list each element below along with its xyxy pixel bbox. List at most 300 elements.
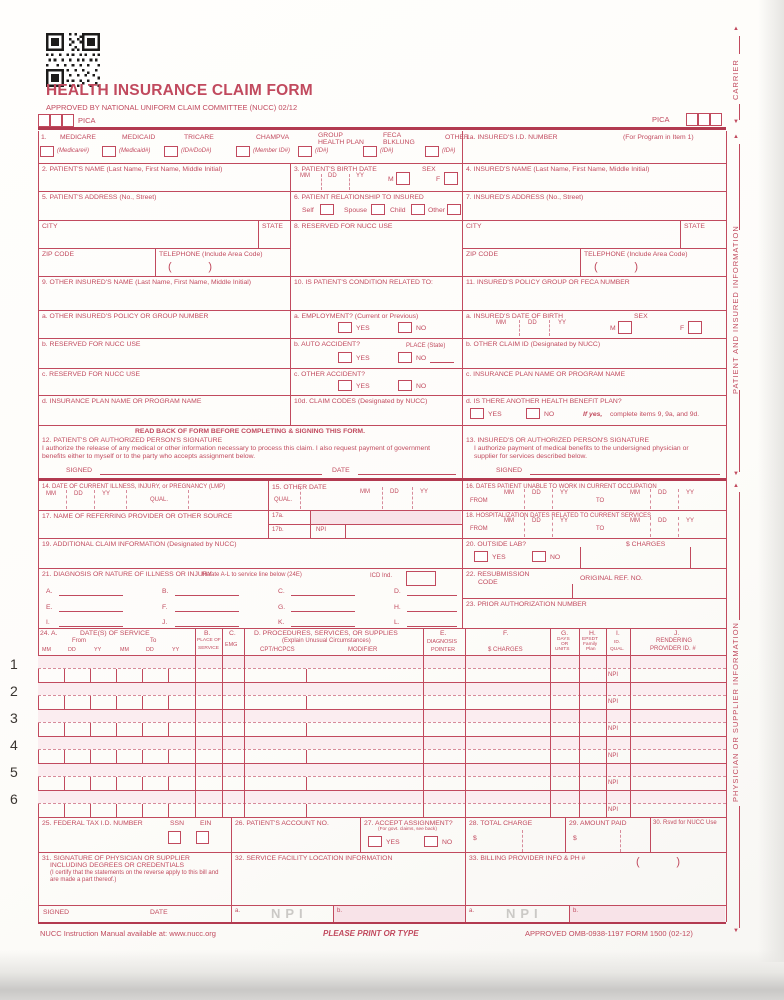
field-10d-label: 10d. CLAIM CODES (Designated by NUCC) bbox=[294, 398, 428, 405]
col-provider-label: PROVIDER ID. # bbox=[650, 646, 696, 652]
col-cpt-label: CPT/HCPCS bbox=[260, 647, 295, 653]
medicaid-checkbox[interactable] bbox=[102, 146, 116, 157]
grid-line bbox=[550, 628, 551, 818]
field-4-label: 4. INSURED'S NAME (Last Name, First Name, Middle Initial) bbox=[466, 166, 650, 173]
field-10-label: 10. IS PATIENT'S CONDITION RELATED TO: bbox=[294, 279, 433, 286]
pica-checkbox[interactable] bbox=[62, 114, 74, 127]
grid-line bbox=[268, 524, 462, 525]
yes-label: YES bbox=[356, 325, 370, 332]
mm-label: MM bbox=[630, 490, 640, 496]
mm-label: MM bbox=[120, 647, 129, 653]
from-label: FROM bbox=[470, 498, 488, 504]
field-22-label: 22. RESUBMISSION bbox=[466, 571, 530, 578]
grid-line bbox=[465, 628, 466, 818]
npi-label: NPI bbox=[608, 807, 619, 813]
place-state-label: PLACE (State) bbox=[406, 343, 446, 349]
pica-checkbox[interactable] bbox=[710, 113, 722, 126]
spouse-label: Spouse bbox=[344, 207, 368, 214]
field-9d-label: d. INSURANCE PLAN NAME OR PROGRAM NAME bbox=[42, 398, 202, 405]
child-checkbox[interactable] bbox=[411, 204, 425, 215]
grid-line bbox=[306, 750, 307, 763]
field-17b-label: 17b. bbox=[272, 527, 284, 533]
mm-label: MM bbox=[496, 320, 506, 326]
yy-label: YY bbox=[420, 489, 429, 495]
grid-line bbox=[64, 669, 65, 682]
mm-label: MM bbox=[360, 489, 370, 495]
col-explain-label: (Explain Unusual Circumstances) bbox=[282, 638, 371, 644]
form-title: HEALTH INSURANCE CLAIM FORM bbox=[46, 82, 313, 99]
to-label: TO bbox=[596, 498, 605, 504]
col-qual-label: QUAL. bbox=[610, 647, 625, 652]
male-checkbox[interactable] bbox=[396, 172, 410, 185]
field-1a-note: (For Program in Item 1) bbox=[623, 134, 694, 141]
employment-yes-checkbox[interactable] bbox=[338, 322, 352, 333]
grid-line bbox=[142, 669, 143, 682]
ein-label: EIN bbox=[200, 820, 212, 827]
arrow-down-icon: ▼ bbox=[733, 119, 739, 125]
from-label: FROM bbox=[470, 526, 488, 532]
field-17a-shaded-entry[interactable] bbox=[311, 511, 461, 524]
date-tick bbox=[382, 487, 383, 509]
service-line-shaded-row[interactable] bbox=[38, 656, 726, 668]
yy-label: YY bbox=[102, 491, 111, 497]
arrow-up-icon: ▲ bbox=[733, 483, 739, 489]
other-accident-yes-checkbox[interactable] bbox=[338, 380, 352, 391]
grid-line bbox=[90, 696, 91, 709]
patient-insured-margin-label: PATIENT AND INSURED INFORMATION bbox=[731, 225, 740, 395]
service-line-shaded-row[interactable] bbox=[38, 710, 726, 722]
grid-line bbox=[142, 696, 143, 709]
field-31-note: (I certify that the statements on the reverse apply to this bill and are made a part thereof.) bbox=[50, 870, 219, 883]
charges-label: $ CHARGES bbox=[626, 541, 666, 548]
other-payer-label: OTHER bbox=[445, 134, 469, 141]
ein-checkbox[interactable] bbox=[196, 831, 209, 844]
diagnosis-entry[interactable] bbox=[59, 619, 123, 627]
feca-label2: BLKLUNG bbox=[383, 139, 415, 146]
outside-lab-no-checkbox[interactable] bbox=[532, 551, 546, 562]
col-g-label: G. bbox=[561, 630, 569, 637]
no-label: NO bbox=[416, 325, 427, 332]
no-label: NO bbox=[416, 355, 427, 362]
insured-female-checkbox[interactable] bbox=[688, 321, 702, 334]
service-line-number: 4 bbox=[10, 737, 18, 753]
field-5-label: 5. PATIENT'S ADDRESS (No., Street) bbox=[42, 194, 157, 201]
diagnosis-entry[interactable] bbox=[59, 588, 123, 596]
patient-city-field[interactable] bbox=[38, 220, 258, 248]
state-label: STATE bbox=[262, 223, 283, 230]
grid-line bbox=[630, 628, 631, 818]
other-rel-label: Other bbox=[428, 207, 445, 214]
grid-line bbox=[168, 723, 169, 736]
grid-line bbox=[90, 669, 91, 682]
other-accident-no-checkbox[interactable] bbox=[398, 380, 412, 391]
date-tick bbox=[522, 830, 523, 852]
yes-label: YES bbox=[386, 839, 400, 846]
diagnosis-letter: J. bbox=[162, 619, 168, 626]
patient-signature-line[interactable] bbox=[100, 467, 322, 475]
self-label: Self bbox=[302, 207, 314, 214]
assignment-no-checkbox[interactable] bbox=[424, 836, 438, 847]
field-22-code-label: CODE bbox=[478, 579, 498, 586]
grid-line bbox=[572, 584, 573, 598]
diagnosis-entry[interactable] bbox=[175, 619, 239, 627]
insured-city-field[interactable] bbox=[462, 220, 680, 248]
grid-line bbox=[142, 777, 143, 790]
field-10a-label: a. EMPLOYMENT? (Current or Previous) bbox=[294, 313, 419, 320]
tricare-checkbox[interactable] bbox=[164, 146, 178, 157]
col-e-label: E. bbox=[440, 630, 447, 637]
grid-line bbox=[306, 777, 307, 790]
col-epsdt-label: EPSDT bbox=[582, 637, 598, 642]
other-plan-no-checkbox[interactable] bbox=[526, 408, 540, 419]
other-rel-checkbox[interactable] bbox=[447, 204, 461, 215]
diagnosis-entry[interactable] bbox=[291, 619, 355, 627]
field-12-body: I authorize the release of any medical or other information necessary to process this claim. I also request payment of government benefits either to myself or to the party who accepts assignment below. bbox=[42, 445, 430, 460]
dd-label: DD bbox=[68, 647, 76, 653]
qual-label: QUAL. bbox=[274, 497, 293, 503]
diagnosis-entry[interactable] bbox=[291, 604, 355, 612]
yy-label: YY bbox=[686, 490, 695, 496]
form-right-edge bbox=[726, 131, 727, 922]
grid-line bbox=[116, 669, 117, 682]
col-rendering-label: RENDERING bbox=[656, 638, 693, 644]
patient-signature-date-line[interactable] bbox=[358, 467, 456, 475]
grid-line bbox=[142, 804, 143, 817]
field-33b-label: b. bbox=[573, 908, 579, 914]
field-10b-label: b. AUTO ACCIDENT? bbox=[294, 341, 360, 348]
form-approved-line: APPROVED BY NATIONAL UNIFORM CLAIM COMMITTEE (NUCC) 02/12 bbox=[46, 103, 298, 112]
field-8-label: 8. RESERVED FOR NUCC USE bbox=[294, 223, 393, 230]
place-state-entry[interactable] bbox=[430, 352, 454, 363]
grid-line bbox=[606, 628, 607, 818]
grid-line bbox=[222, 628, 223, 818]
margin-stem bbox=[739, 492, 740, 620]
date-tick bbox=[300, 487, 301, 509]
signed-label: SIGNED bbox=[43, 909, 70, 916]
dd-label: DD bbox=[532, 490, 541, 496]
male-label: M bbox=[610, 325, 616, 332]
medicare-sub: (Medicare#) bbox=[57, 148, 90, 154]
field-26-label: 26. PATIENT'S ACCOUNT NO. bbox=[235, 820, 329, 827]
field-9a-label: a. OTHER INSURED'S POLICY OR GROUP NUMBER bbox=[42, 313, 209, 320]
grid-line bbox=[38, 628, 726, 629]
tricare-sub: (ID#/DoD#) bbox=[181, 148, 212, 154]
grid-line bbox=[64, 777, 65, 790]
grid-line bbox=[244, 628, 245, 818]
field-14-label: 14. DATE OF CURRENT ILLNESS, INJURY, or PREGNANCY (LMP) bbox=[42, 484, 226, 490]
margin-stem bbox=[739, 144, 740, 230]
date-tick bbox=[126, 490, 127, 509]
field-33-label: 33. BILLING PROVIDER INFO & PH # bbox=[469, 855, 586, 862]
grid-line bbox=[116, 696, 117, 709]
field-21-label: 21. DIAGNOSIS OR NATURE OF ILLNESS OR INJURY bbox=[42, 571, 213, 578]
employment-no-checkbox[interactable] bbox=[398, 322, 412, 333]
signed-label: SIGNED bbox=[496, 467, 523, 474]
margin-stem bbox=[739, 36, 740, 54]
npi-watermark: NPI bbox=[271, 906, 308, 921]
phone-label: TELEPHONE (Include Area Code) bbox=[159, 251, 263, 258]
ssn-label: SSN bbox=[170, 820, 184, 827]
date-tick bbox=[549, 320, 550, 336]
pica-checkbox[interactable] bbox=[698, 113, 710, 126]
field-11c-label: c. INSURANCE PLAN NAME OR PROGRAM NAME bbox=[466, 371, 625, 378]
section-divider-bar bbox=[38, 127, 726, 130]
field-11-label: 11. INSURED'S POLICY GROUP OR FECA NUMBER bbox=[466, 279, 630, 286]
service-line-number: 3 bbox=[10, 710, 18, 726]
insured-male-checkbox[interactable] bbox=[618, 321, 632, 334]
service-line-shaded-row[interactable] bbox=[38, 764, 726, 776]
yy-label: YY bbox=[172, 647, 180, 653]
diagnosis-entry[interactable] bbox=[407, 588, 457, 596]
state-label: STATE bbox=[684, 223, 705, 230]
footer-omb-approval: APPROVED OMB-0938-1197 FORM 1500 (02-12) bbox=[525, 929, 693, 938]
npi-label: NPI bbox=[608, 780, 619, 786]
insured-signature-line[interactable] bbox=[530, 467, 720, 475]
arrow-down-icon: ▼ bbox=[733, 471, 739, 477]
other-plan-yes-checkbox[interactable] bbox=[470, 408, 484, 419]
feca-sub: (ID#) bbox=[380, 148, 394, 154]
field-9c-label: c. RESERVED FOR NUCC USE bbox=[42, 371, 141, 378]
group-health-plan-checkbox[interactable] bbox=[298, 146, 312, 157]
col-j-label: J. bbox=[674, 630, 680, 637]
diagnosis-letter: H. bbox=[394, 604, 401, 611]
no-label: NO bbox=[550, 554, 561, 561]
icd-ind-label: ICD Ind. bbox=[370, 573, 393, 579]
page-edge-shadow bbox=[0, 950, 784, 1000]
col-family-label: Family bbox=[583, 642, 598, 647]
pica-checkbox[interactable] bbox=[50, 114, 62, 127]
phone-label: TELEPHONE (Include Area Code) bbox=[584, 251, 688, 258]
group-health-plan-label: GROUP bbox=[318, 132, 343, 139]
sex-label: SEX bbox=[422, 166, 436, 173]
yes-label: YES bbox=[356, 383, 370, 390]
col-days-label: DAYS bbox=[557, 637, 570, 642]
field-27-label: 27. ACCEPT ASSIGNMENT? bbox=[364, 820, 453, 827]
dd-label: DD bbox=[532, 518, 541, 524]
tricare-label: TRICARE bbox=[184, 134, 214, 141]
col-pointer-label: POINTER bbox=[431, 647, 455, 653]
field-17a-label: 17a. bbox=[272, 513, 284, 519]
col-i-label: I. bbox=[616, 630, 620, 637]
grid-line bbox=[306, 723, 307, 736]
city-label: CITY bbox=[466, 223, 482, 230]
field-11b-label: b. OTHER CLAIM ID (Designated by NUCC) bbox=[466, 341, 601, 348]
diagnosis-entry[interactable] bbox=[407, 604, 457, 612]
other-payer-checkbox[interactable] bbox=[425, 146, 439, 157]
margin-stem bbox=[739, 390, 740, 472]
col-diagnosis-label: DIAGNOSIS bbox=[427, 639, 457, 645]
diagnosis-letter: C. bbox=[278, 588, 285, 595]
field-2-label: 2. PATIENT'S NAME (Last Name, First Name, Middle Initial) bbox=[42, 166, 223, 173]
physician-supplier-margin-label: PHYSICIAN OR SUPPLIER INFORMATION bbox=[731, 622, 740, 802]
field-6-label: 6. PATIENT RELATIONSHIP TO INSURED bbox=[294, 194, 424, 201]
diagnosis-letter: A. bbox=[46, 588, 53, 595]
col-id-label: ID. bbox=[614, 640, 621, 645]
zip-label: ZIP CODE bbox=[42, 251, 74, 258]
col-f-label: F. bbox=[503, 630, 509, 637]
col-dates-label: DATE(S) OF SERVICE bbox=[80, 630, 150, 637]
npi-label: NPI bbox=[608, 672, 619, 678]
grid-line bbox=[90, 723, 91, 736]
grid-line bbox=[580, 547, 581, 568]
field-18-label: 18. HOSPITALIZATION DATES RELATED TO CURRENT SERVICES bbox=[466, 513, 652, 519]
if-yes-label: If yes, bbox=[583, 411, 603, 418]
grid-line bbox=[168, 696, 169, 709]
feca-checkbox[interactable] bbox=[363, 146, 377, 157]
date-tick bbox=[519, 320, 520, 336]
group-health-plan-sub: (ID#) bbox=[315, 148, 329, 154]
auto-accident-yes-checkbox[interactable] bbox=[338, 352, 352, 363]
field-32b-shaded-entry[interactable] bbox=[334, 906, 465, 922]
date-tick bbox=[650, 517, 651, 537]
field-33b-shaded-entry[interactable] bbox=[570, 906, 725, 922]
form-bottom-bar bbox=[38, 922, 726, 924]
auto-accident-no-checkbox[interactable] bbox=[398, 352, 412, 363]
grid-line bbox=[64, 750, 65, 763]
yy-label: YY bbox=[558, 320, 567, 326]
yy-label: YY bbox=[356, 173, 365, 179]
grid-line bbox=[569, 905, 570, 922]
mm-label: MM bbox=[504, 490, 514, 496]
dd-label: DD bbox=[328, 173, 337, 179]
champva-label: CHAMPVA bbox=[256, 134, 290, 141]
grid-line bbox=[306, 669, 307, 682]
field-30-label: 30. Rsvd for NUCC Use bbox=[653, 820, 717, 826]
diagnosis-entry[interactable] bbox=[175, 588, 239, 596]
date-tick bbox=[188, 490, 189, 509]
date-tick bbox=[524, 517, 525, 537]
col-charges-label: $ CHARGES bbox=[488, 647, 523, 653]
service-line-number: 1 bbox=[10, 656, 18, 672]
field-31-label2: INCLUDING DEGREES OR CREDENTIALS bbox=[50, 862, 185, 869]
dd-label: DD bbox=[658, 518, 667, 524]
pica-label-right: PICA bbox=[652, 115, 670, 124]
col-d-label: D. PROCEDURES, SERVICES, OR SUPPLIES bbox=[254, 630, 398, 637]
diagnosis-letter: D. bbox=[394, 588, 401, 595]
field-11a-label: a. INSURED'S DATE OF BIRTH bbox=[466, 313, 563, 320]
footer-nucc-manual: NUCC Instruction Manual available at: www.nucc.org bbox=[40, 929, 216, 938]
diagnosis-entry[interactable] bbox=[59, 604, 123, 612]
medicare-checkbox[interactable] bbox=[40, 146, 54, 157]
dd-label: DD bbox=[146, 647, 154, 653]
female-checkbox[interactable] bbox=[444, 172, 458, 185]
no-label: NO bbox=[442, 839, 453, 846]
npi-label: NPI bbox=[316, 527, 327, 533]
group-health-plan-label2: HEALTH PLAN bbox=[318, 139, 364, 146]
npi-label: NPI bbox=[608, 753, 619, 759]
dd-label: DD bbox=[658, 490, 667, 496]
mm-label: MM bbox=[300, 173, 310, 179]
diagnosis-letter: G. bbox=[278, 604, 286, 611]
grid-line bbox=[690, 547, 691, 568]
champva-checkbox[interactable] bbox=[236, 146, 250, 157]
arrow-down-icon: ▼ bbox=[733, 928, 739, 934]
service-line-number: 5 bbox=[10, 764, 18, 780]
dd-label: DD bbox=[390, 489, 399, 495]
dd-label: DD bbox=[528, 320, 537, 326]
signed-label: SIGNED bbox=[66, 467, 93, 474]
service-line-shaded-row[interactable] bbox=[38, 791, 726, 803]
field-12-label: 12. PATIENT'S OR AUTHORIZED PERSON'S SIGNATURE bbox=[42, 437, 223, 444]
assignment-yes-checkbox[interactable] bbox=[368, 836, 382, 847]
date-tick bbox=[678, 517, 679, 537]
diagnosis-entry[interactable] bbox=[175, 604, 239, 612]
col-or-label: OR bbox=[561, 642, 569, 647]
field-3-label: 3. PATIENT'S BIRTH DATE bbox=[294, 166, 377, 173]
icd-ind-entry[interactable] bbox=[406, 571, 436, 586]
grid-line bbox=[64, 804, 65, 817]
field-21-note: Relate A-L to service line below (24E) bbox=[202, 572, 302, 578]
field-10c-label: c. OTHER ACCIDENT? bbox=[294, 371, 365, 378]
field-9b-label: b. RESERVED FOR NUCC USE bbox=[42, 341, 141, 348]
service-line-shaded-row[interactable] bbox=[38, 683, 726, 695]
date-label: DATE bbox=[150, 909, 168, 916]
footer-print-or-type: PLEASE PRINT OR TYPE bbox=[323, 929, 419, 938]
field-31-label: 31. SIGNATURE OF PHYSICIAN OR SUPPLIER bbox=[42, 855, 190, 862]
date-tick bbox=[678, 489, 679, 509]
col-to-label: To bbox=[150, 638, 157, 644]
pica-checkbox[interactable] bbox=[686, 113, 698, 126]
col-from-label: From bbox=[72, 638, 86, 644]
diagnosis-entry[interactable] bbox=[291, 588, 355, 596]
margin-stem bbox=[739, 104, 740, 120]
grid-line bbox=[306, 804, 307, 817]
grid-line bbox=[116, 750, 117, 763]
grid-line bbox=[345, 524, 346, 538]
qual-label: QUAL. bbox=[150, 497, 169, 503]
to-label: TO bbox=[596, 526, 605, 532]
grid-line bbox=[579, 628, 580, 818]
yy-label: YY bbox=[560, 490, 569, 496]
diagnosis-entry[interactable] bbox=[407, 619, 457, 627]
pica-checkbox[interactable] bbox=[38, 114, 50, 127]
grid-line bbox=[142, 723, 143, 736]
self-checkbox[interactable] bbox=[320, 204, 334, 215]
ssn-checkbox[interactable] bbox=[168, 831, 181, 844]
city-label: CITY bbox=[42, 223, 58, 230]
col-h-label: H. bbox=[589, 630, 596, 637]
diagnosis-letter: L. bbox=[394, 619, 400, 626]
field-11d-label: d. IS THERE ANOTHER HEALTH BENEFIT PLAN? bbox=[466, 398, 622, 405]
field-32b-label: b. bbox=[337, 908, 343, 914]
no-label: NO bbox=[416, 383, 427, 390]
field-23-label: 23. PRIOR AUTHORIZATION NUMBER bbox=[466, 601, 587, 608]
grid-line bbox=[423, 628, 424, 818]
qr-code bbox=[46, 33, 100, 87]
npi-watermark: NPI bbox=[506, 906, 543, 921]
outside-lab-yes-checkbox[interactable] bbox=[474, 551, 488, 562]
field-27-note: (For govt. claims, see back) bbox=[378, 827, 437, 832]
field-28-label: 28. TOTAL CHARGE bbox=[469, 820, 533, 827]
pica-label-left: PICA bbox=[78, 116, 96, 125]
service-line-number: 6 bbox=[10, 791, 18, 807]
yes-label: YES bbox=[356, 355, 370, 362]
service-line-shaded-row[interactable] bbox=[38, 737, 726, 749]
col-place-label: PLACE OF bbox=[197, 638, 221, 643]
spouse-checkbox[interactable] bbox=[371, 204, 385, 215]
grid-line bbox=[168, 804, 169, 817]
grid-line bbox=[90, 750, 91, 763]
col-modifier-label: MODIFIER bbox=[348, 647, 378, 653]
field-1a-label: 1a. INSURED'S I.D. NUMBER bbox=[466, 134, 558, 141]
diagnosis-letter: E. bbox=[46, 604, 53, 611]
male-label: M bbox=[388, 176, 394, 183]
field-20-label: 20. OUTSIDE LAB? bbox=[466, 541, 527, 548]
diagnosis-letter: B. bbox=[162, 588, 169, 595]
grid-line bbox=[333, 905, 334, 922]
field-13-label: 13. INSURED'S OR AUTHORIZED PERSON'S SIGNATURE bbox=[466, 437, 649, 444]
grid-line bbox=[64, 696, 65, 709]
